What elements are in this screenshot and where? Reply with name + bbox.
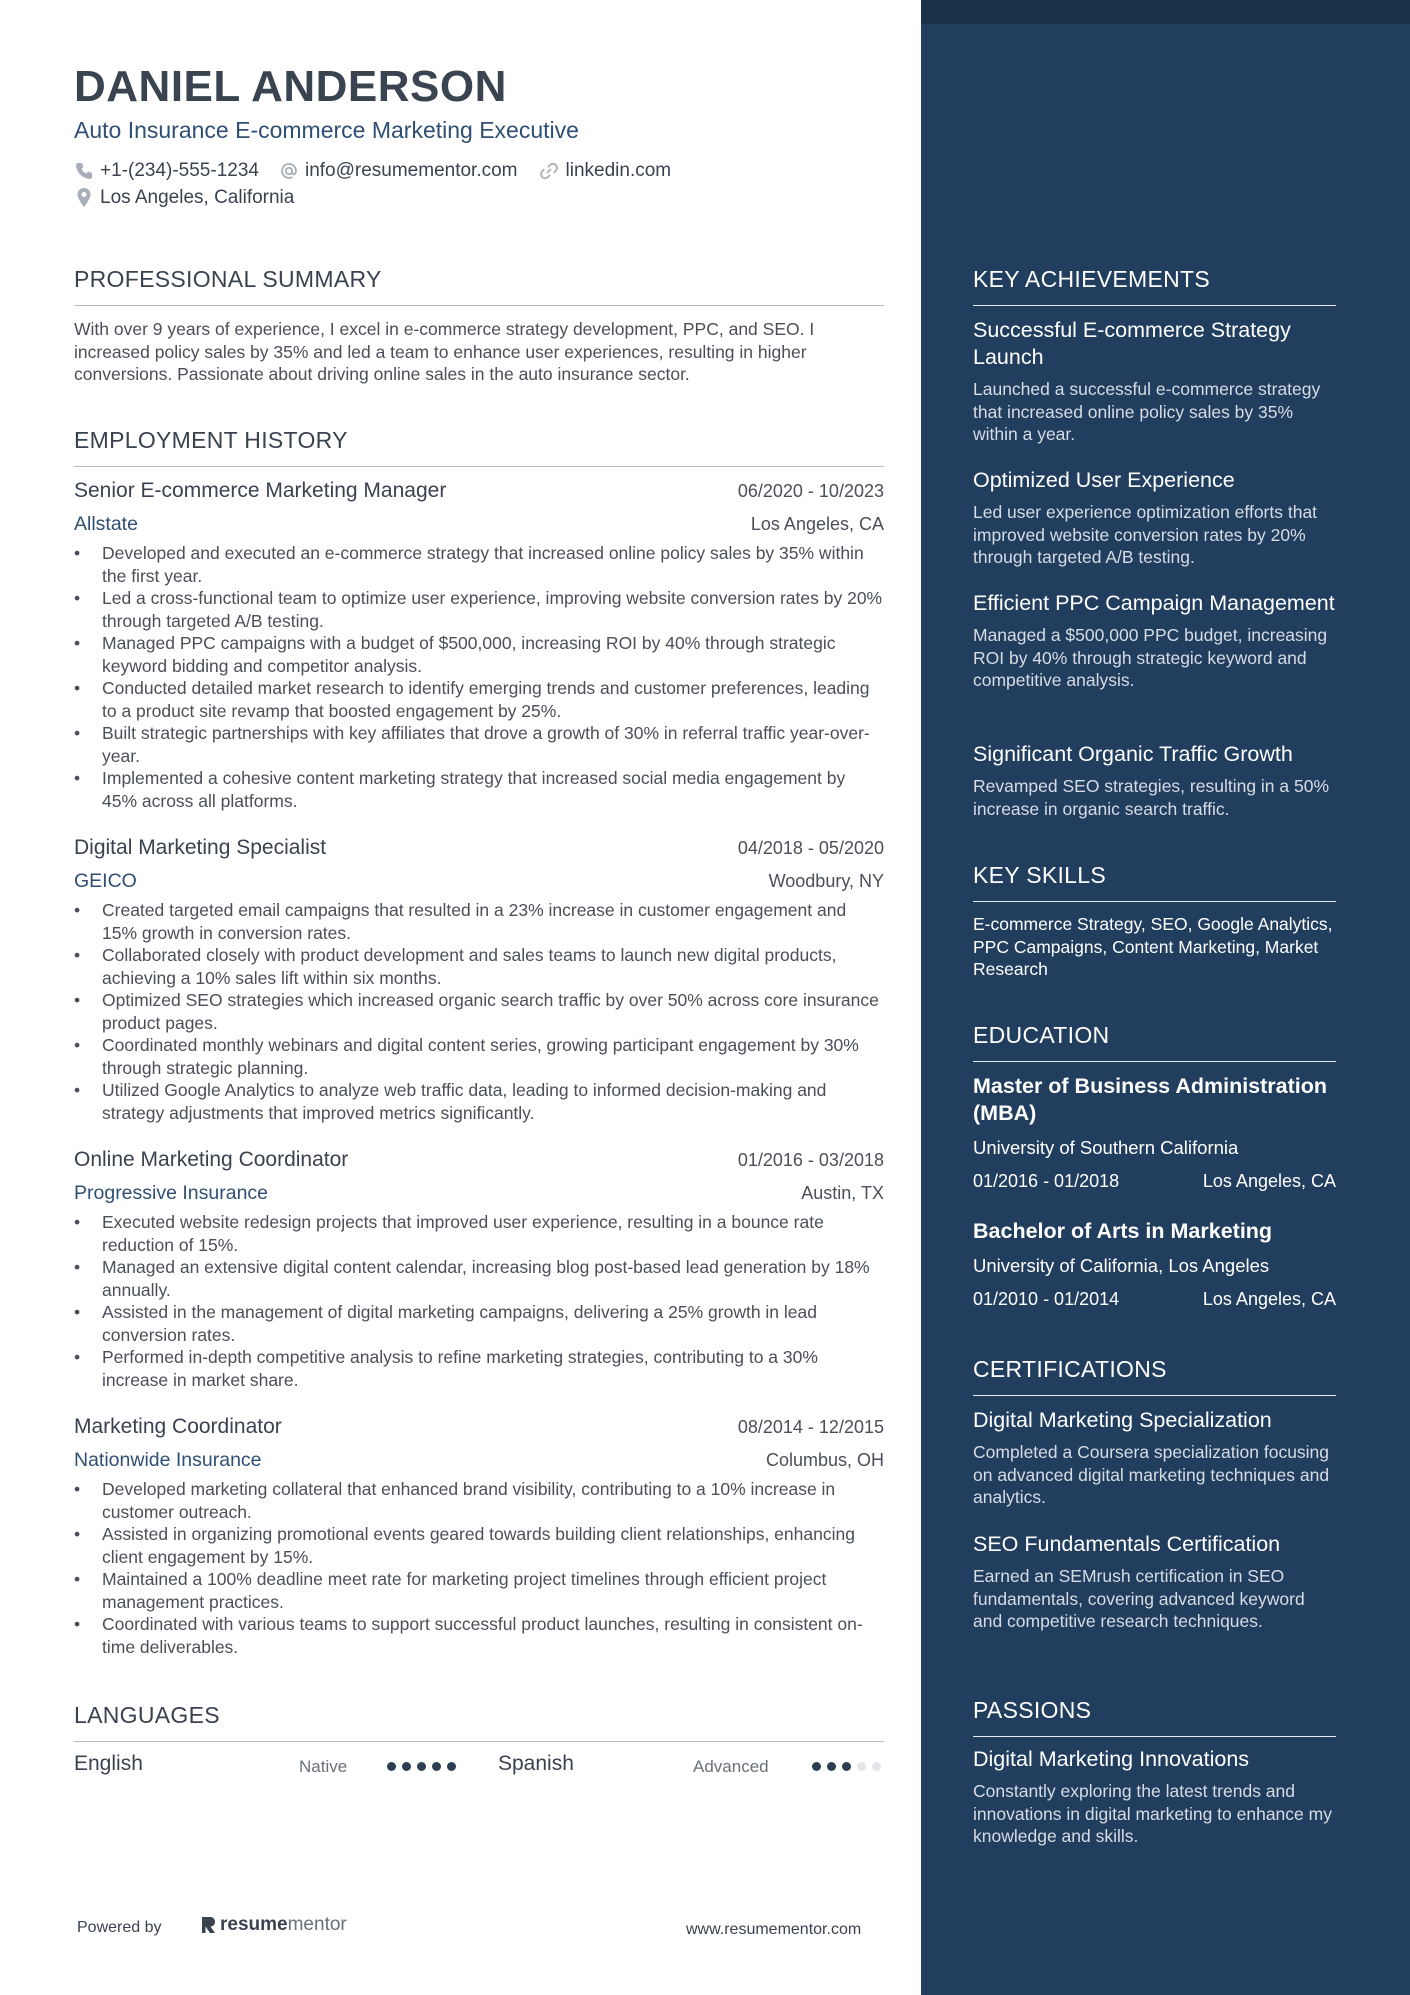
- achievement-desc: Revamped SEO strategies, resulting in a 50% increase in organic search traffic.: [973, 776, 1330, 819]
- education-school: University of California, Los Angeles: [973, 1255, 1270, 1276]
- rating-dot-filled: [827, 1762, 836, 1771]
- job-title: Digital Marketing Specialist: [74, 836, 327, 859]
- list-item: • Performed in-depth competitive analysis to refine marketing strategies, contributing to a 30% increase in market share.: [74, 1346, 884, 1391]
- list-item: • Led a cross-functional team to optimize user experience, improving website conversion rates by 20% through targeted A/B testing.: [74, 587, 884, 632]
- education-degree: Bachelor of Arts in Marketing: [973, 1219, 1273, 1243]
- list-item: • Collaborated closely with product development and sales teams to launch new digital products, achieving a 10% sales lift within six months.: [74, 944, 884, 989]
- list-item: • Maintained a 100% deadline meet rate for marketing project timelines through efficient project management practices.: [74, 1568, 884, 1613]
- job-dates: 04/2018 - 05/2020: [737, 838, 884, 858]
- location-text: Los Angeles, California: [100, 187, 295, 208]
- achievements-heading: KEY ACHIEVEMENTS: [973, 266, 1336, 306]
- linkedin-text[interactable]: linkedin.com: [565, 160, 672, 181]
- link-icon: [538, 161, 560, 181]
- achievement-item: [973, 590, 1336, 692]
- summary-heading: PROFESSIONAL SUMMARY: [74, 266, 884, 306]
- contact-email[interactable]: [279, 160, 518, 182]
- contact-location: [74, 187, 294, 209]
- certification-item: [973, 1407, 1336, 1509]
- contact-row-1: [74, 160, 691, 182]
- contact-phone: [74, 160, 259, 182]
- candidate-role: Auto Insurance E-commerce Marketing Executive: [74, 117, 579, 143]
- education-degree: Master of Business Administration (MBA): [973, 1074, 1328, 1125]
- list-item: • Developed marketing collateral that enhanced brand visibility, contributing to a 10% increase in customer outreach.: [74, 1478, 884, 1523]
- sidebar-top-bar: [921, 0, 1410, 24]
- summary-text: With over 9 years of experience, I excel in e-commerce strategy development, PPC, and SEO. I increased policy sales by 35% and led a team to enhance user experiences, resulting in higher conversions. Passionate about driving online sales in the auto insurance sector.: [74, 319, 815, 384]
- skills-heading: KEY SKILLS: [973, 862, 1336, 902]
- resumementor-logo: [199, 1914, 347, 1936]
- language-rating: [387, 1762, 462, 1771]
- education-dates: 01/2010 - 01/2014: [973, 1289, 1120, 1309]
- passion-desc: Constantly exploring the latest trends and innovations in digital marketing to enhance my knowledge and skills.: [973, 1781, 1332, 1846]
- education-location: Los Angeles, CA: [1202, 1289, 1336, 1309]
- achievement-item: [973, 317, 1336, 446]
- contact-row-2: [74, 187, 314, 209]
- job-title: Online Marketing Coordinator: [74, 1148, 349, 1171]
- list-item: • Managed PPC campaigns with a budget of $500,000, increasing ROI by 40% through strategic keyword bidding and competitor analysis.: [74, 632, 884, 677]
- list-item: • Implemented a cohesive content marketing strategy that increased social media engagement by 45% across all platforms.: [74, 767, 884, 812]
- passion-title: Digital Marketing Innovations: [973, 1747, 1250, 1771]
- job-entry: [74, 479, 884, 812]
- language-level: Native: [299, 1757, 348, 1776]
- phone-icon: [74, 161, 94, 181]
- rating-dot-filled: [432, 1762, 441, 1771]
- list-item: • Assisted in organizing promotional events geared towards building client relationships, enhancing client engagement by 15%.: [74, 1523, 884, 1568]
- job-company: GEICO: [74, 870, 137, 892]
- rating-dot-empty: [872, 1762, 881, 1771]
- rating-dot-filled: [402, 1762, 411, 1771]
- email-text[interactable]: info@resumementor.com: [304, 160, 518, 181]
- rating-dot-filled: [842, 1762, 851, 1771]
- achievement-title: Efficient PPC Campaign Management: [973, 591, 1335, 615]
- education-location: Los Angeles, CA: [1202, 1171, 1336, 1191]
- achievement-title: Optimized User Experience: [973, 468, 1235, 492]
- footer-url[interactable]: www.resumementor.com: [686, 1921, 862, 1938]
- job-company: Allstate: [74, 513, 138, 535]
- logo-text-light: mentor: [287, 1914, 347, 1935]
- job-dates: 01/2016 - 03/2018: [737, 1150, 884, 1170]
- job-location: Woodbury, NY: [768, 871, 884, 891]
- list-item: • Created targeted email campaigns that resulted in a 23% increase in customer engagement and 15% growth in conversion rates.: [74, 899, 884, 944]
- achievement-desc: Launched a successful e-commerce strategy that increased online policy sales by 35% within a year.: [973, 379, 1321, 444]
- list-item: • Optimized SEO strategies which increased organic search traffic by over 50% across core insurance product pages.: [74, 989, 884, 1034]
- phone-text: +1-(234)-555-1234: [100, 160, 259, 181]
- achievement-title: Successful E-commerce Strategy Launch: [973, 318, 1291, 369]
- certification-desc: Completed a Coursera specialization focusing on advanced digital marketing techniques and analytics.: [973, 1442, 1330, 1507]
- certifications-heading: CERTIFICATIONS: [973, 1356, 1336, 1396]
- job-bullets: [74, 1478, 884, 1658]
- skills-block: [973, 913, 1336, 981]
- passion-item: [973, 1746, 1336, 1848]
- job-entry: [74, 1148, 884, 1391]
- job-location: Austin, TX: [801, 1183, 884, 1203]
- rating-dot-empty: [857, 1762, 866, 1771]
- rating-dot-filled: [812, 1762, 821, 1771]
- passions-heading: PASSIONS: [973, 1697, 1336, 1737]
- job-location: Columbus, OH: [765, 1450, 884, 1470]
- list-item: • Executed website redesign projects that improved user experience, resulting in a bounce rate reduction of 15%.: [74, 1211, 884, 1256]
- list-item: • Conducted detailed market research to identify emerging trends and customer preferences, leading to a product site revamp that boosted engagement by 25%.: [74, 677, 884, 722]
- job-bullets: [74, 542, 884, 812]
- rating-dot-filled: [447, 1762, 456, 1771]
- languages-heading: LANGUAGES: [74, 1702, 884, 1742]
- logo-text-bold: resume: [220, 1914, 288, 1935]
- job-dates: 06/2020 - 10/2023: [737, 481, 884, 501]
- job-title: Senior E-commerce Marketing Manager: [74, 479, 447, 502]
- contact-linkedin[interactable]: [538, 160, 672, 182]
- skills-text: E-commerce Strategy, SEO, Google Analytics, PPC Campaigns, Content Marketing, Market Research: [973, 914, 1333, 979]
- education-dates: 01/2016 - 01/2018: [973, 1171, 1120, 1191]
- at-sign-icon: [279, 161, 299, 181]
- employment-heading: EMPLOYMENT HISTORY: [74, 427, 884, 467]
- education-heading: EDUCATION: [973, 1022, 1336, 1062]
- list-item: • Utilized Google Analytics to analyze web traffic data, leading to informed decision-making and strategy adjustments that improved metrics significantly.: [74, 1079, 884, 1124]
- job-bullets: [74, 1211, 884, 1391]
- language-name: English: [74, 1752, 143, 1775]
- achievement-desc: Managed a $500,000 PPC budget, increasing ROI by 40% through strategic keyword and competitive analysis.: [973, 625, 1328, 690]
- job-bullets: [74, 899, 884, 1124]
- job-company: Progressive Insurance: [74, 1182, 269, 1204]
- location-pin-icon: [74, 187, 94, 209]
- education-item: [973, 1218, 1336, 1310]
- list-item: • Built strategic partnerships with key affiliates that drove a growth of 30% in referral traffic year-over-year.: [74, 722, 884, 767]
- list-item: • Developed and executed an e-commerce strategy that increased online policy sales by 35% within the first year.: [74, 542, 884, 587]
- language-rating: [812, 1762, 887, 1771]
- list-item: • Assisted in the management of digital marketing campaigns, delivering a 25% growth in lead conversion rates.: [74, 1301, 884, 1346]
- education-school: University of Southern California: [973, 1137, 1239, 1158]
- certification-title: SEO Fundamentals Certification: [973, 1532, 1281, 1556]
- candidate-name: DANIEL ANDERSON: [74, 62, 507, 111]
- certification-desc: Earned an SEMrush certification in SEO fundamentals, covering advanced keyword and competitive research techniques.: [973, 1566, 1305, 1631]
- list-item: • Coordinated with various teams to support successful product launches, resulting in consistent on-time deliverables.: [74, 1613, 884, 1658]
- rating-dot-filled: [387, 1762, 396, 1771]
- certification-item: [973, 1531, 1336, 1633]
- languages-row: [74, 1752, 884, 1782]
- achievement-item: [973, 467, 1336, 569]
- powered-by-label: Powered by: [77, 1919, 162, 1936]
- achievement-desc: Led user experience optimization efforts that improved website conversion rates by 20% through targeted A/B testing.: [973, 502, 1318, 567]
- education-item: [973, 1073, 1336, 1192]
- job-title: Marketing Coordinator: [74, 1415, 282, 1438]
- resumementor-logo-icon: [199, 1915, 217, 1935]
- job-dates: 08/2014 - 12/2015: [737, 1417, 884, 1437]
- achievement-item: [973, 741, 1336, 820]
- job-entry: [74, 836, 884, 1124]
- achievement-title: Significant Organic Traffic Growth: [973, 742, 1293, 766]
- job-entry: [74, 1415, 884, 1658]
- certification-title: Digital Marketing Specialization: [973, 1408, 1272, 1432]
- rating-dot-filled: [417, 1762, 426, 1771]
- list-item: • Coordinated monthly webinars and digital content series, growing participant engagement by 30% through strategic planning.: [74, 1034, 884, 1079]
- list-item: • Managed an extensive digital content calendar, increasing blog post-based lead generation by 18% annually.: [74, 1256, 884, 1301]
- job-company: Nationwide Insurance: [74, 1449, 262, 1471]
- language-level: Advanced: [693, 1757, 769, 1776]
- language-name: Spanish: [498, 1752, 574, 1775]
- job-location: Los Angeles, CA: [750, 514, 884, 534]
